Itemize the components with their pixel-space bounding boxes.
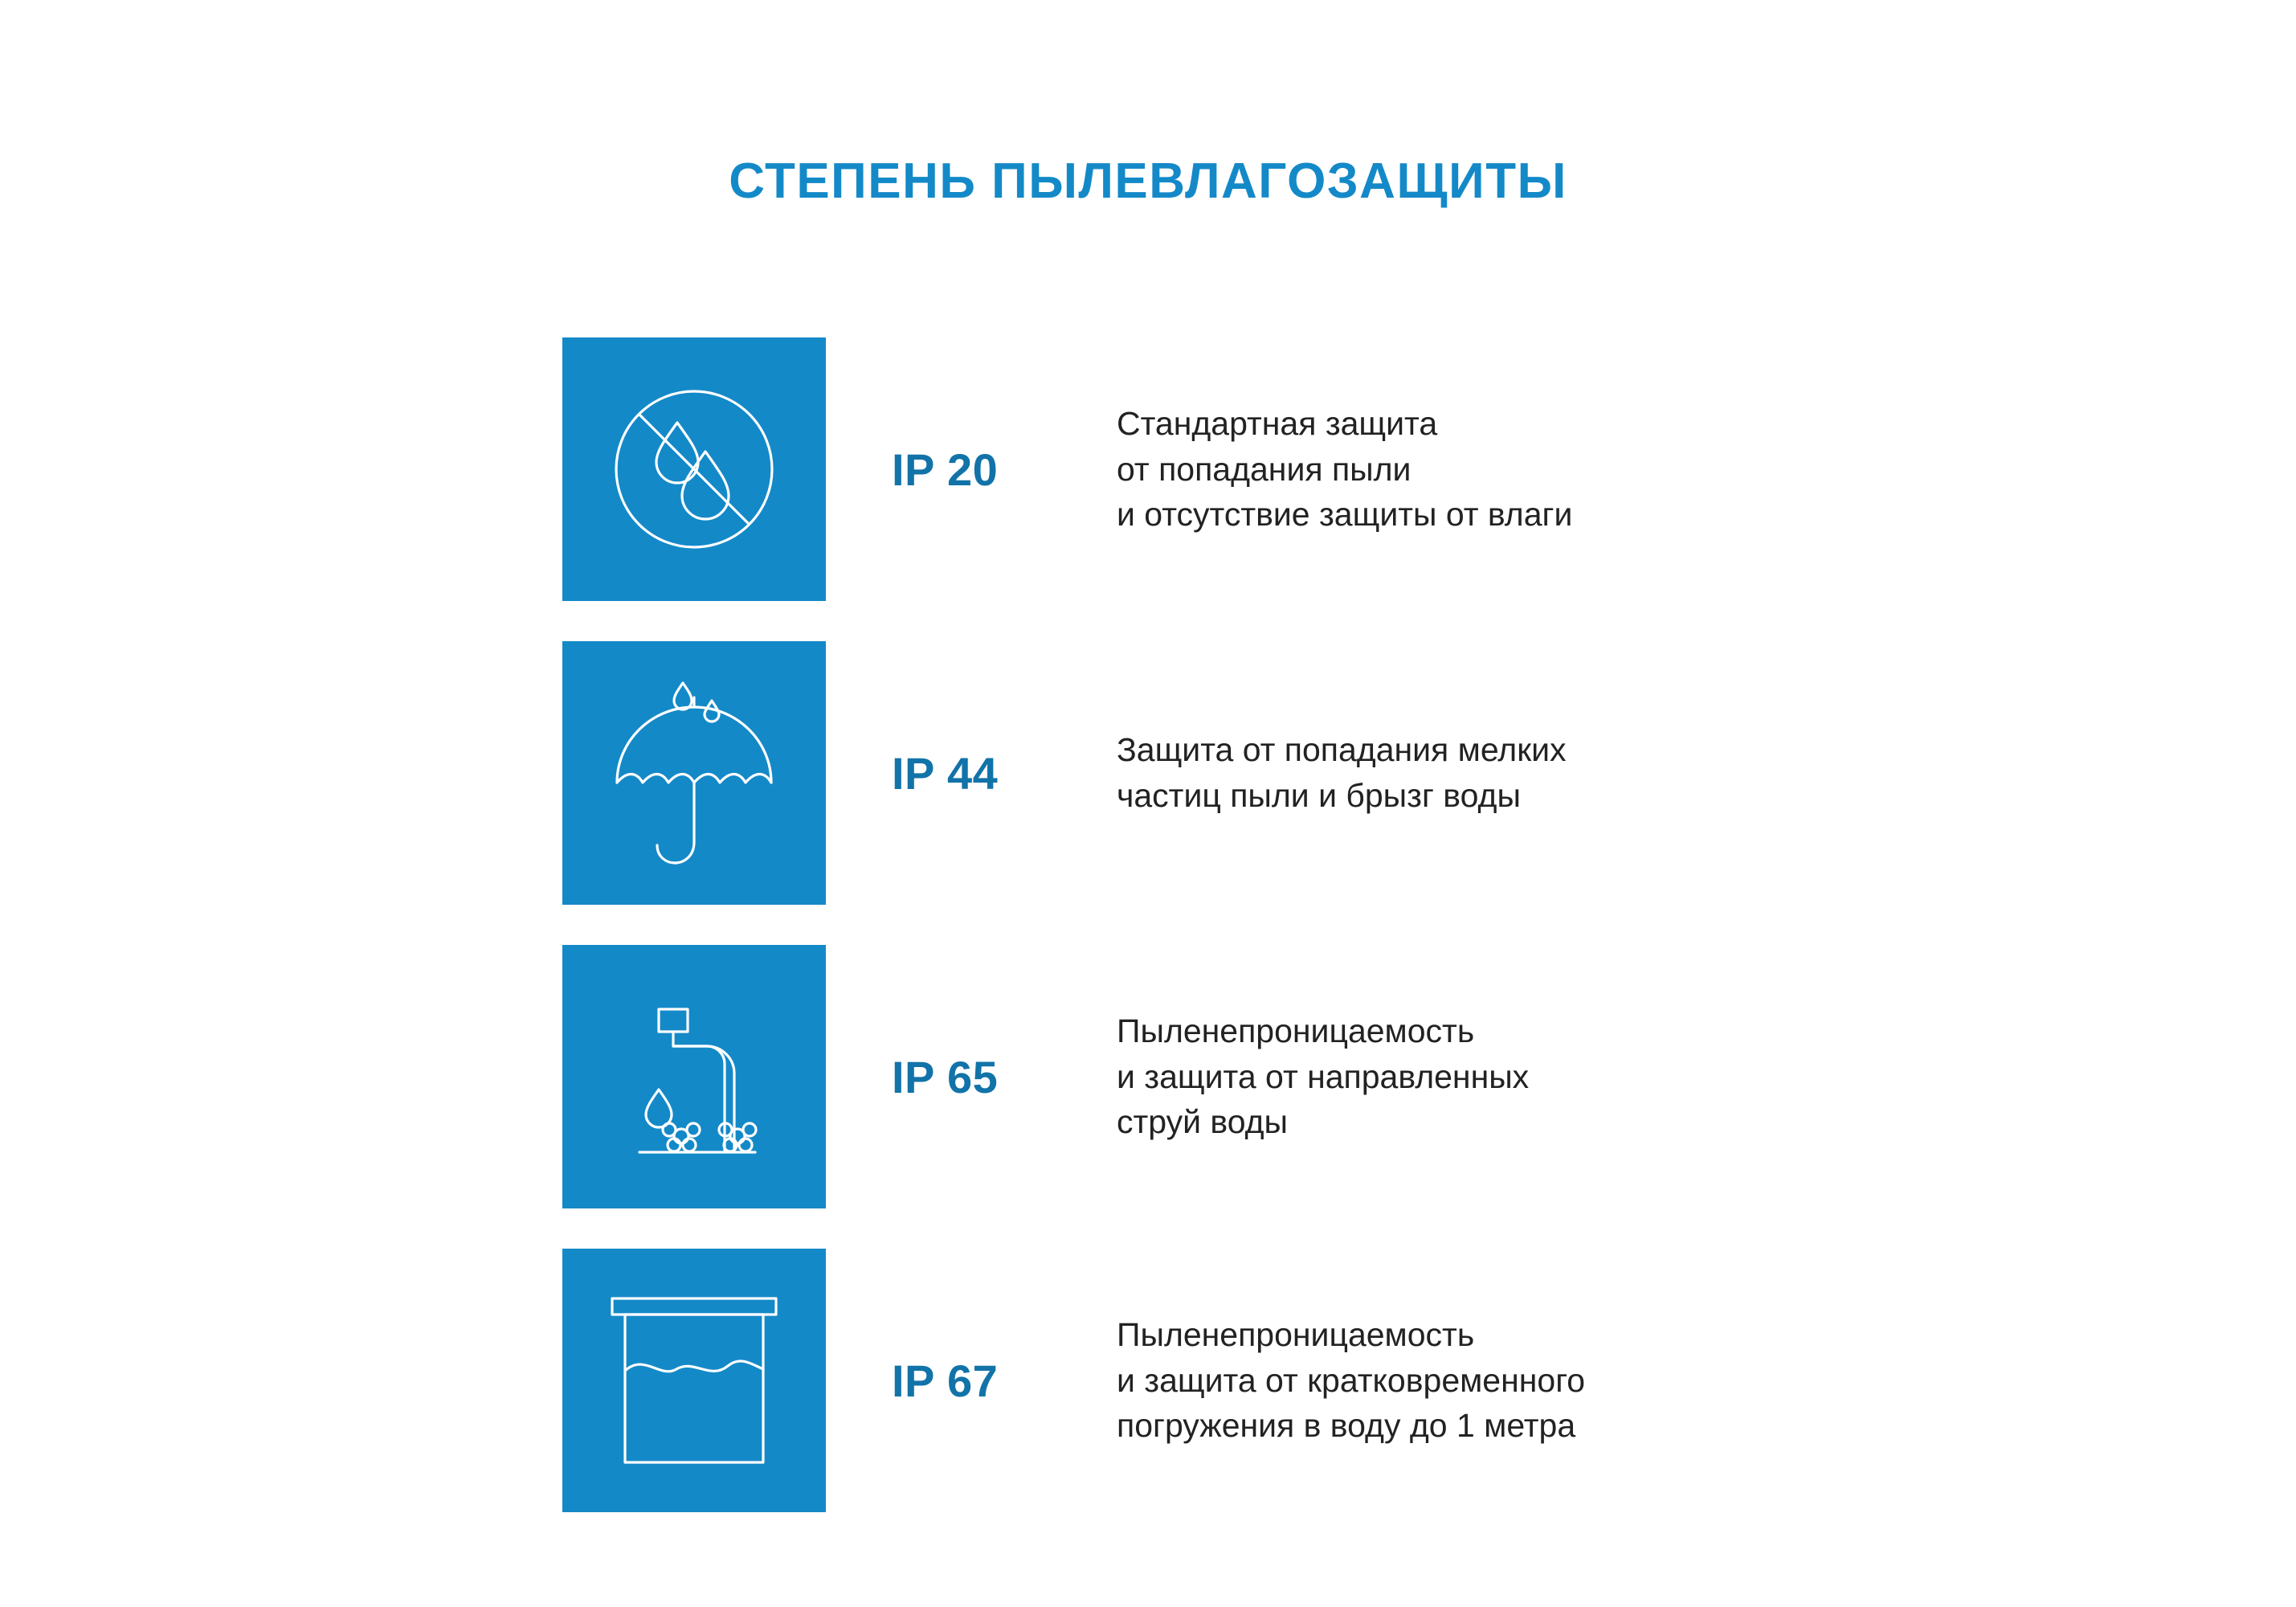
- ip-code: IP 67: [892, 1355, 999, 1406]
- desc-line: Пыленепроницаемость: [1117, 1316, 1475, 1354]
- desc-line: от попадания пыли: [1117, 450, 1412, 488]
- icon-tile: [562, 1249, 826, 1512]
- ip-code: IP 65: [892, 1051, 999, 1102]
- desc-line: и защита от направленных: [1117, 1057, 1530, 1095]
- ip-rating-list: [562, 337, 1767, 1552]
- desc-line: и защита от кратковременного: [1117, 1361, 1586, 1399]
- ip-code: IP 20: [892, 444, 999, 495]
- icon-tile: [562, 945, 826, 1208]
- icon-tile: [562, 337, 826, 601]
- desc-line: Стандартная защита: [1117, 405, 1438, 443]
- ip-description: [1117, 641, 1775, 905]
- ip-description: [1117, 337, 1775, 601]
- desc-line: погружения в воду до 1 метра: [1117, 1407, 1576, 1445]
- list-item: [562, 1249, 1767, 1538]
- icon-tile: [562, 641, 826, 905]
- list-item: [562, 945, 1767, 1234]
- desc-line: струй воды: [1117, 1103, 1289, 1141]
- desc-line: Пыленепроницаемость: [1117, 1012, 1475, 1050]
- device-immersed-in-water-icon: [562, 1249, 826, 1512]
- ip-description: [1117, 1249, 1775, 1512]
- water-drops-crossed-out-icon: [562, 337, 826, 601]
- list-item: [562, 641, 1767, 930]
- faucet-water-jet-icon: [562, 945, 826, 1208]
- ip-description: [1117, 945, 1775, 1208]
- page-title: СТЕПЕНЬ ПЫЛЕВЛАГОЗАЩИТЫ: [729, 153, 1567, 209]
- desc-line: Защита от попадания мелких: [1117, 731, 1567, 769]
- desc-line: и отсутствие защиты от влаги: [1117, 496, 1573, 534]
- ip-code: IP 44: [892, 747, 999, 799]
- umbrella-with-drops-icon: [562, 641, 826, 905]
- list-item: [562, 337, 1767, 627]
- desc-line: частиц пыли и брызг воды: [1117, 777, 1521, 814]
